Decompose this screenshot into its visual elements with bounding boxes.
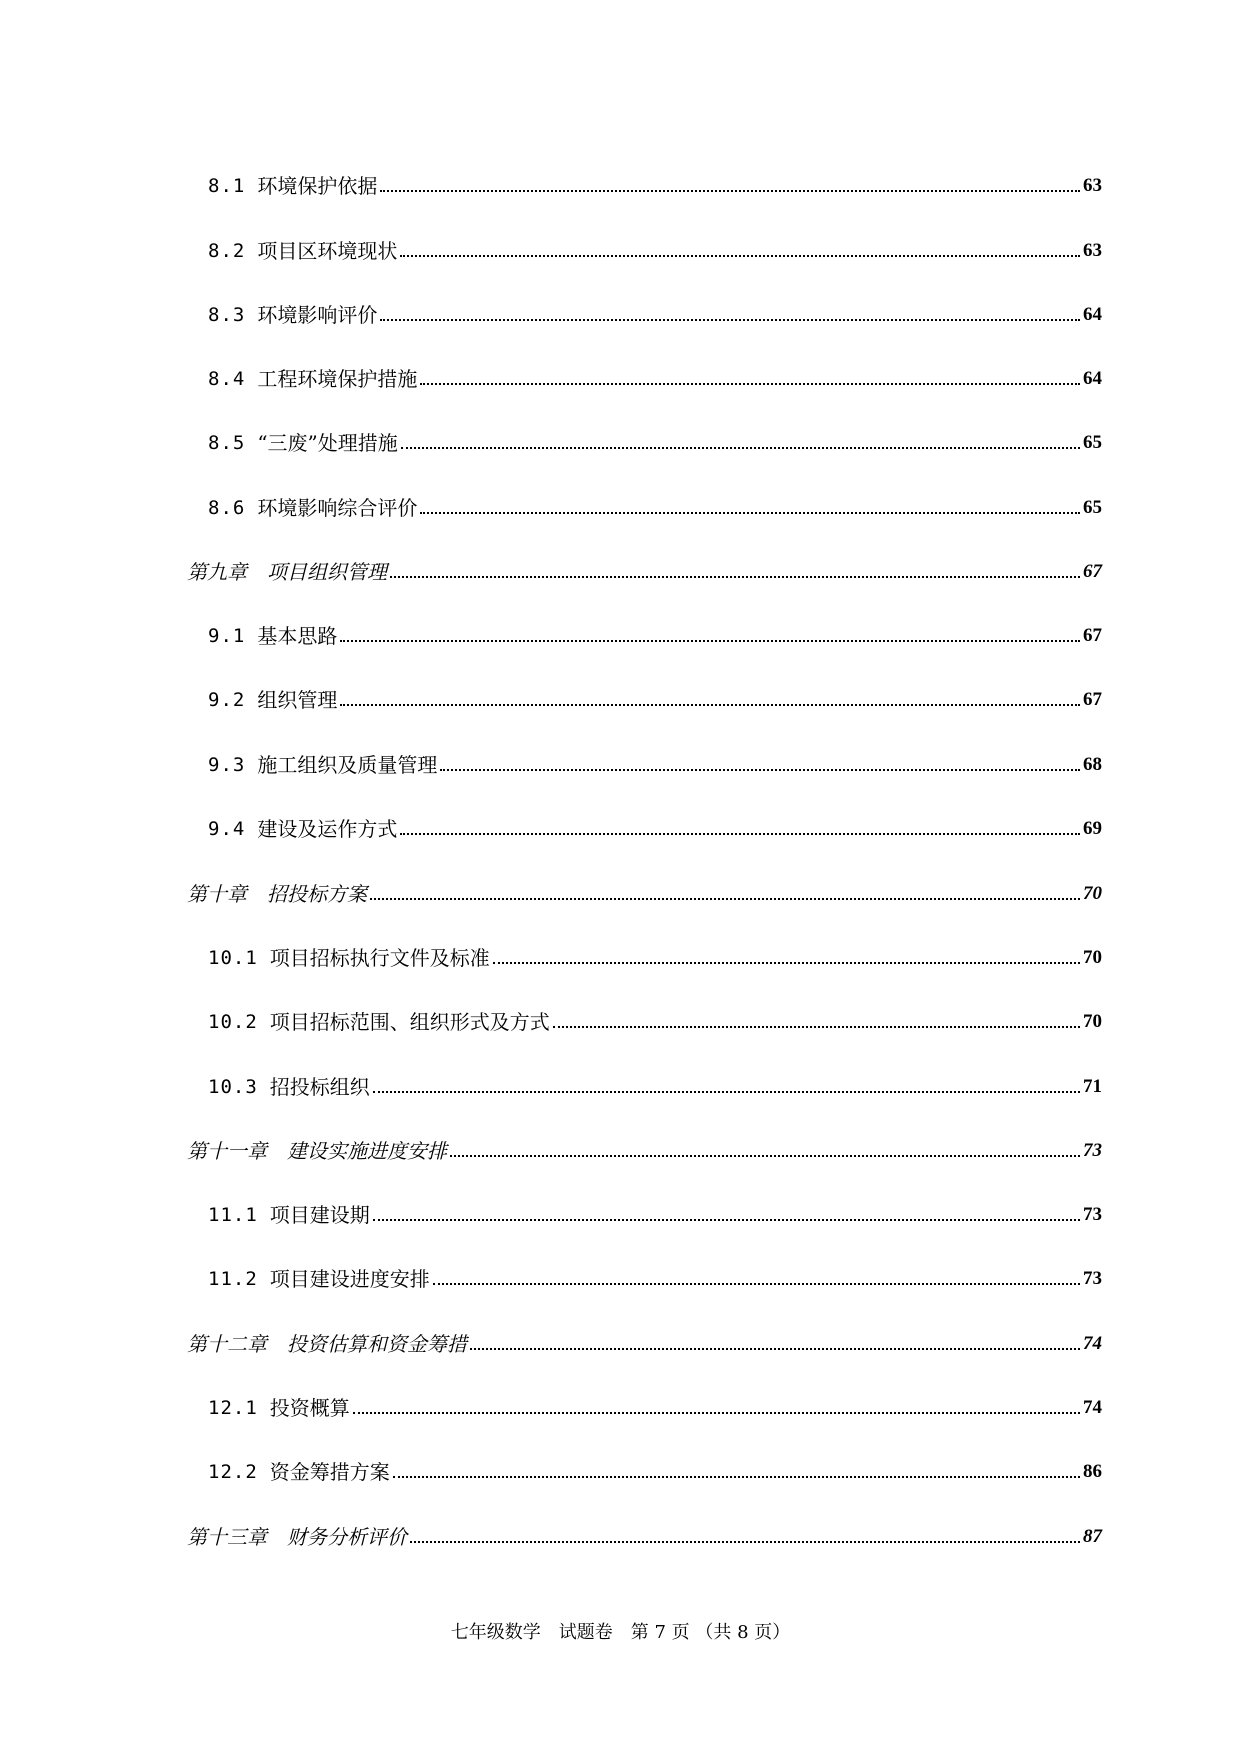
toc-entry-title: 项目建设期 — [269, 1203, 370, 1227]
toc-chapter-title: 第十一章 建设实施进度安排 — [187, 1139, 447, 1163]
toc-entry[interactable] — [208, 1257, 1102, 1291]
toc-chapter-entry[interactable] — [187, 550, 1102, 584]
toc-entry-number: 8.5 — [208, 432, 246, 454]
toc-entry-title: 环境影响评价 — [257, 303, 378, 327]
toc-dot-leader — [470, 1348, 1080, 1350]
toc-entry-number: 9.3 — [208, 754, 246, 776]
toc-chapter-entry[interactable] — [187, 1515, 1102, 1549]
toc-dot-leader — [373, 1091, 1080, 1093]
toc-dot-leader — [390, 576, 1080, 578]
toc-entry-number: 11.2 — [208, 1268, 258, 1290]
toc-entry-page: 70 — [1083, 1011, 1102, 1032]
toc-dot-leader — [340, 704, 1080, 706]
toc-entry-number: 11.1 — [208, 1204, 258, 1226]
toc-entry-title: 基本思路 — [257, 624, 338, 648]
toc-entry[interactable] — [208, 486, 1102, 520]
toc-entry-number: 8.2 — [208, 240, 246, 262]
toc-dot-leader — [380, 319, 1080, 321]
toc-entry-number: 9.2 — [208, 689, 246, 711]
toc-dot-leader — [433, 1283, 1080, 1285]
toc-dot-leader — [393, 1476, 1080, 1478]
toc-entry-number: 12.1 — [208, 1397, 258, 1419]
toc-entry-title: 项目建设进度安排 — [269, 1267, 430, 1291]
toc-entry[interactable] — [208, 614, 1102, 648]
toc-dot-leader — [553, 1026, 1080, 1028]
toc-entry[interactable] — [208, 807, 1102, 841]
toc-chapter-entry[interactable] — [187, 1322, 1102, 1356]
toc-entry-page: 68 — [1083, 754, 1102, 775]
toc-dot-leader — [370, 898, 1080, 900]
toc-chapter-title: 第九章 项目组织管理 — [187, 560, 387, 584]
toc-entry-page: 67 — [1083, 561, 1102, 582]
toc-chapter-entry[interactable] — [187, 872, 1102, 906]
toc-entry-title: 环境保护依据 — [257, 174, 378, 198]
toc-chapter-title: 第十二章 投资估算和资金筹措 — [187, 1332, 467, 1356]
toc-entry-number: 10.1 — [208, 947, 258, 969]
toc-entry-title: 项目招标范围、组织形式及方式 — [269, 1010, 550, 1034]
toc-entry-page: 64 — [1083, 304, 1102, 325]
toc-entry-page: 74 — [1083, 1397, 1102, 1418]
toc-entry[interactable] — [208, 421, 1102, 455]
toc-dot-leader — [450, 1155, 1080, 1157]
toc-entry-page: 69 — [1083, 818, 1102, 839]
toc-entry-number: 8.6 — [208, 497, 246, 519]
toc-entry[interactable] — [208, 1450, 1102, 1484]
toc-entry-title: 投资概算 — [269, 1396, 350, 1420]
toc-entry-title: 环境影响综合评价 — [257, 496, 418, 520]
toc-dot-leader — [400, 833, 1080, 835]
toc-entry-title: 施工组织及质量管理 — [257, 753, 438, 777]
toc-chapter-entry[interactable] — [187, 1129, 1102, 1163]
toc-entry[interactable] — [208, 936, 1102, 970]
toc-entry[interactable] — [208, 1193, 1102, 1227]
toc-entry-number: 10.2 — [208, 1011, 258, 1033]
toc-dot-leader — [380, 190, 1080, 192]
toc-entry-number: 9.1 — [208, 625, 246, 647]
toc-entry-page: 74 — [1083, 1333, 1102, 1354]
toc-entry-title: 组织管理 — [257, 688, 338, 712]
toc-entry-page: 65 — [1083, 432, 1102, 453]
toc-entry-page: 70 — [1083, 883, 1102, 904]
toc-entry[interactable] — [208, 164, 1102, 198]
toc-entry-number: 8.3 — [208, 304, 246, 326]
toc-dot-leader — [401, 447, 1080, 449]
toc-dot-leader — [373, 1219, 1080, 1221]
toc-entry-page: 73 — [1083, 1268, 1102, 1289]
toc-dot-leader — [420, 383, 1080, 385]
toc-entry-page: 63 — [1083, 175, 1102, 196]
toc-entry-number: 8.4 — [208, 368, 246, 390]
toc-entry-page: 63 — [1083, 240, 1102, 261]
toc-entry-page: 70 — [1083, 947, 1102, 968]
toc-entry-page: 71 — [1083, 1076, 1102, 1097]
toc-entry-number: 8.1 — [208, 175, 246, 197]
toc-entry-title: 项目招标执行文件及标准 — [269, 946, 490, 970]
toc-dot-leader — [400, 255, 1080, 257]
toc-chapter-title: 第十章 招投标方案 — [187, 882, 367, 906]
toc-entry[interactable] — [208, 678, 1102, 712]
toc-entry-title: 项目区环境现状 — [257, 239, 398, 263]
toc-entry-page: 67 — [1083, 689, 1102, 710]
toc-entry[interactable] — [208, 1065, 1102, 1099]
toc-entry[interactable] — [208, 743, 1102, 777]
toc-entry-page: 86 — [1083, 1461, 1102, 1482]
toc-entry-page: 65 — [1083, 497, 1102, 518]
page-footer: 七年级数学 试题卷 第 7 页 （共 8 页） — [450, 1622, 791, 1643]
toc-dot-leader — [340, 640, 1080, 642]
toc-entry[interactable] — [208, 293, 1102, 327]
toc-entry-title: “三废”处理措施 — [257, 431, 398, 455]
toc-entry-number: 9.4 — [208, 818, 246, 840]
toc-entry-title: 招投标组织 — [269, 1075, 370, 1099]
toc-entry-number: 12.2 — [208, 1461, 258, 1483]
toc-dot-leader — [410, 1541, 1080, 1543]
toc-entry[interactable] — [208, 1000, 1102, 1034]
toc-entry-page: 73 — [1083, 1140, 1102, 1161]
toc-entry-page: 64 — [1083, 368, 1102, 389]
toc-dot-leader — [353, 1412, 1080, 1414]
toc-entry[interactable] — [208, 1386, 1102, 1420]
toc-dot-leader — [493, 962, 1080, 964]
toc-entry-page: 87 — [1083, 1526, 1102, 1547]
toc-entry-page: 73 — [1083, 1204, 1102, 1225]
toc-entry-title: 工程环境保护措施 — [257, 367, 418, 391]
toc-entry[interactable] — [208, 229, 1102, 263]
toc-entry-title: 建设及运作方式 — [257, 817, 398, 841]
toc-dot-leader — [420, 512, 1080, 514]
toc-entry-number: 10.3 — [208, 1076, 258, 1098]
toc-entry-page: 67 — [1083, 625, 1102, 646]
toc-entry-title: 资金筹措方案 — [269, 1460, 390, 1484]
toc-dot-leader — [440, 769, 1080, 771]
toc-entry[interactable] — [208, 357, 1102, 391]
toc-chapter-title: 第十三章 财务分析评价 — [187, 1525, 407, 1549]
